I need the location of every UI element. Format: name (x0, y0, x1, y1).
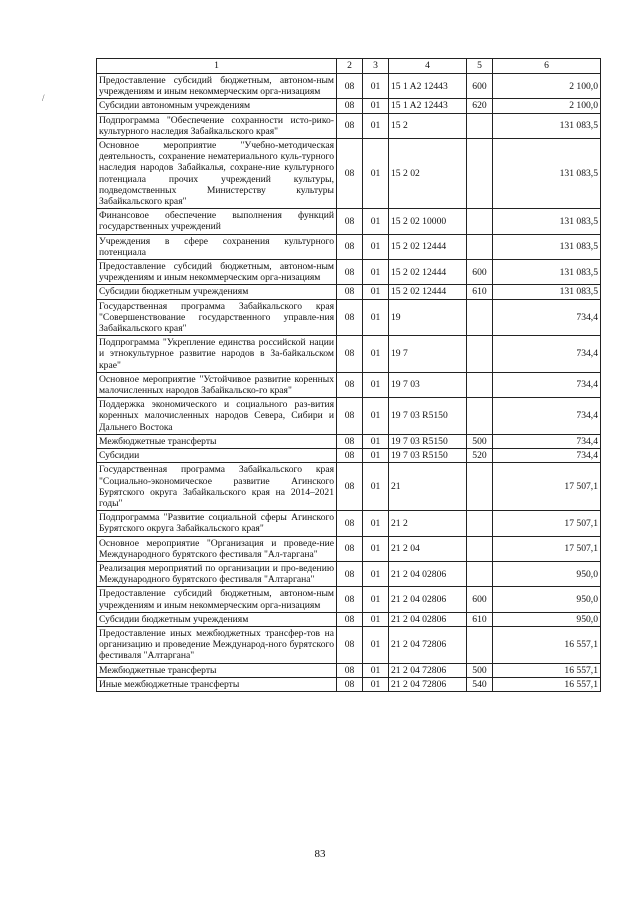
table-row (97, 561, 601, 586)
cell-expense-type-code: 600 (467, 587, 493, 612)
header-col-5: 5 (467, 59, 493, 74)
cell-amount: 131 083,5 (493, 139, 601, 209)
cell-expense-type-code (467, 463, 493, 511)
cell-expense-type-code: 600 (467, 260, 493, 285)
cell-expense-type-code (467, 139, 493, 209)
cell-subsection-code: 01 (363, 536, 389, 561)
cell-target-article-code: 15 2 02 12444 (389, 260, 467, 285)
cell-name: Подпрограмма "Обеспечение сохранности исто-рико-культурного наследия Забайкальского края" (97, 113, 337, 138)
cell-expense-type-code: 610 (467, 285, 493, 299)
cell-target-article-code: 15 1 A2 12443 (389, 99, 467, 113)
page-number: 83 (314, 848, 326, 860)
cell-expense-type-code (467, 336, 493, 373)
cell-target-article-code: 21 2 04 02806 (389, 587, 467, 612)
header-col-2: 2 (337, 59, 363, 74)
cell-target-article-code: 21 2 04 02806 (389, 561, 467, 586)
cell-amount: 950,0 (493, 612, 601, 626)
cell-subsection-code: 01 (363, 74, 389, 99)
cell-subsection-code: 01 (363, 285, 389, 299)
cell-subsection-code: 01 (363, 587, 389, 612)
cell-section-code: 08 (337, 372, 363, 397)
cell-subsection-code: 01 (363, 463, 389, 511)
cell-name: Основное мероприятие "Устойчивое развитие коренных малочисленных народов Забайкальско-го края" (97, 372, 337, 397)
cell-section-code: 08 (337, 234, 363, 259)
cell-subsection-code: 01 (363, 449, 389, 463)
cell-amount: 16 557,1 (493, 663, 601, 677)
cell-amount: 734,4 (493, 449, 601, 463)
table-row (97, 511, 601, 536)
cell-target-article-code: 15 2 02 12444 (389, 234, 467, 259)
header-col-3: 3 (363, 59, 389, 74)
cell-name: Поддержка экономического и социального раз-вития коренных малочисленных народов Севера, Сибири и Дальнего Востока (97, 398, 337, 435)
cell-subsection-code: 01 (363, 434, 389, 448)
cell-expense-type-code: 500 (467, 663, 493, 677)
cell-name: Государственная программа Забайкальского края "Совершенствование государственного управле-ния Забайкальского края" (97, 299, 337, 336)
cell-subsection-code: 01 (363, 511, 389, 536)
table-row (97, 260, 601, 285)
cell-expense-type-code (467, 626, 493, 663)
cell-subsection-code: 01 (363, 626, 389, 663)
cell-subsection-code: 01 (363, 139, 389, 209)
cell-expense-type-code: 600 (467, 74, 493, 99)
cell-section-code: 08 (337, 511, 363, 536)
cell-target-article-code: 19 7 03 R5150 (389, 434, 467, 448)
cell-target-article-code: 21 2 04 72806 (389, 663, 467, 677)
cell-amount: 734,4 (493, 398, 601, 435)
cell-target-article-code: 15 2 02 (389, 139, 467, 209)
cell-expense-type-code (467, 234, 493, 259)
table-row (97, 434, 601, 448)
cell-expense-type-code (467, 511, 493, 536)
cell-target-article-code: 21 2 04 72806 (389, 677, 467, 691)
table-row (97, 536, 601, 561)
cell-amount: 16 557,1 (493, 677, 601, 691)
header-row (97, 59, 601, 74)
cell-name: Межбюджетные трансферты (97, 434, 337, 448)
cell-target-article-code: 21 (389, 463, 467, 511)
table-row (97, 285, 601, 299)
cell-name: Подпрограмма "Укрепление единства российской нации и этнокультурное развитие народов в За-байкальском крае" (97, 336, 337, 373)
table-row (97, 463, 601, 511)
cell-name: Финансовое обеспечение выполнения функций государственных учреждений (97, 209, 337, 234)
cell-name: Предоставление субсидий бюджетным, автоном-ным учреждениям и иным некоммерческим орга-низациям (97, 260, 337, 285)
cell-expense-type-code (467, 299, 493, 336)
table-row (97, 626, 601, 663)
cell-target-article-code: 15 2 02 10000 (389, 209, 467, 234)
cell-target-article-code: 19 (389, 299, 467, 336)
table-row (97, 74, 601, 99)
cell-amount: 734,4 (493, 299, 601, 336)
cell-subsection-code: 01 (363, 234, 389, 259)
cell-subsection-code: 01 (363, 612, 389, 626)
cell-section-code: 08 (337, 561, 363, 586)
table-row (97, 139, 601, 209)
cell-section-code: 08 (337, 209, 363, 234)
cell-section-code: 08 (337, 536, 363, 561)
budget-table (96, 58, 601, 692)
cell-amount: 131 083,5 (493, 113, 601, 138)
cell-amount: 950,0 (493, 587, 601, 612)
cell-name: Субсидии (97, 449, 337, 463)
cell-subsection-code: 01 (363, 260, 389, 285)
cell-expense-type-code (467, 113, 493, 138)
cell-section-code: 08 (337, 139, 363, 209)
cell-subsection-code: 01 (363, 398, 389, 435)
cell-amount: 131 083,5 (493, 260, 601, 285)
margin-mark: / (42, 93, 45, 103)
cell-target-article-code: 15 1 A2 12443 (389, 74, 467, 99)
cell-section-code: 08 (337, 113, 363, 138)
cell-name: Основное мероприятие "Организация и проведе-ние Международного бурятского фестиваля "Ал-таргана" (97, 536, 337, 561)
cell-subsection-code: 01 (363, 336, 389, 373)
cell-subsection-code: 01 (363, 299, 389, 336)
cell-subsection-code: 01 (363, 113, 389, 138)
table-row (97, 234, 601, 259)
cell-amount: 950,0 (493, 561, 601, 586)
cell-amount: 17 507,1 (493, 463, 601, 511)
cell-name: Учреждения в сфере сохранения культурного потенциала (97, 234, 337, 259)
cell-amount: 17 507,1 (493, 536, 601, 561)
cell-section-code: 08 (337, 434, 363, 448)
cell-amount: 16 557,1 (493, 626, 601, 663)
cell-section-code: 08 (337, 626, 363, 663)
table-body (97, 74, 601, 692)
table-row (97, 612, 601, 626)
cell-expense-type-code (467, 372, 493, 397)
cell-section-code: 08 (337, 449, 363, 463)
cell-name: Субсидии бюджетным учреждениям (97, 612, 337, 626)
table-row (97, 299, 601, 336)
cell-amount: 734,4 (493, 372, 601, 397)
table-row (97, 587, 601, 612)
cell-name: Государственная программа Забайкальского края "Социально-экономическое развитие Агинского Бурятского округа Забайкальского края на 2014–2021 годы" (97, 463, 337, 511)
cell-name: Реализация мероприятий по организации и про-ведению Международного бурятского фестиваля "Алтаргана" (97, 561, 337, 586)
cell-name: Предоставление иных межбюджетных трансфер-тов на организацию и проведение Международ-ного бурятского фестиваля "Алтаргана" (97, 626, 337, 663)
cell-amount: 734,4 (493, 434, 601, 448)
cell-subsection-code: 01 (363, 372, 389, 397)
cell-section-code: 08 (337, 398, 363, 435)
cell-section-code: 08 (337, 677, 363, 691)
cell-amount: 734,4 (493, 336, 601, 373)
cell-section-code: 08 (337, 463, 363, 511)
cell-name: Субсидии автономным учреждениям (97, 99, 337, 113)
cell-expense-type-code (467, 561, 493, 586)
cell-section-code: 08 (337, 336, 363, 373)
cell-target-article-code: 21 2 (389, 511, 467, 536)
cell-target-article-code: 21 2 04 72806 (389, 626, 467, 663)
table-row (97, 449, 601, 463)
table-row (97, 209, 601, 234)
table-row (97, 398, 601, 435)
cell-target-article-code: 21 2 04 (389, 536, 467, 561)
cell-amount: 131 083,5 (493, 209, 601, 234)
cell-amount: 2 100,0 (493, 99, 601, 113)
cell-expense-type-code (467, 536, 493, 561)
header-col-4: 4 (389, 59, 467, 74)
cell-subsection-code: 01 (363, 209, 389, 234)
cell-expense-type-code (467, 209, 493, 234)
cell-amount: 131 083,5 (493, 285, 601, 299)
cell-subsection-code: 01 (363, 677, 389, 691)
cell-target-article-code: 19 7 03 R5150 (389, 449, 467, 463)
cell-amount: 131 083,5 (493, 234, 601, 259)
cell-name: Межбюджетные трансферты (97, 663, 337, 677)
cell-expense-type-code: 610 (467, 612, 493, 626)
cell-expense-type-code: 540 (467, 677, 493, 691)
table-row (97, 663, 601, 677)
cell-amount: 17 507,1 (493, 511, 601, 536)
cell-section-code: 08 (337, 99, 363, 113)
cell-target-article-code: 15 2 02 12444 (389, 285, 467, 299)
table-row (97, 113, 601, 138)
cell-name: Предоставление субсидий бюджетным, автоном-ным учреждениям и иным некоммерческим орга-низациям (97, 74, 337, 99)
cell-section-code: 08 (337, 285, 363, 299)
cell-expense-type-code: 500 (467, 434, 493, 448)
cell-expense-type-code: 520 (467, 449, 493, 463)
cell-name: Иные межбюджетные трансферты (97, 677, 337, 691)
cell-name: Подпрограмма "Развитие социальной сферы Агинского Бурятского округа Забайкальского края" (97, 511, 337, 536)
cell-amount: 2 100,0 (493, 74, 601, 99)
cell-subsection-code: 01 (363, 663, 389, 677)
cell-name: Субсидии бюджетным учреждениям (97, 285, 337, 299)
cell-name: Предоставление субсидий бюджетным, автоном-ным учреждениям и иным некоммерческим орга-низациям (97, 587, 337, 612)
cell-target-article-code: 19 7 03 R5150 (389, 398, 467, 435)
cell-name: Основное мероприятие "Учебно-методическая деятельность, сохранение нематериального куль-турного наследия народов Забайкалья, сохране-ние культурного потенциала прочих учреждений культуры, подведомственных Министерству культуры Забайкальского края" (97, 139, 337, 209)
cell-section-code: 08 (337, 612, 363, 626)
cell-subsection-code: 01 (363, 99, 389, 113)
cell-section-code: 08 (337, 587, 363, 612)
cell-expense-type-code (467, 398, 493, 435)
cell-target-article-code: 21 2 04 02806 (389, 612, 467, 626)
table-row (97, 372, 601, 397)
table-row (97, 336, 601, 373)
cell-section-code: 08 (337, 663, 363, 677)
header-col-6: 6 (493, 59, 601, 74)
cell-subsection-code: 01 (363, 561, 389, 586)
header-col-1: 1 (97, 59, 337, 74)
cell-section-code: 08 (337, 260, 363, 285)
cell-target-article-code: 15 2 (389, 113, 467, 138)
table-row (97, 677, 601, 691)
cell-section-code: 08 (337, 74, 363, 99)
cell-target-article-code: 19 7 03 (389, 372, 467, 397)
table-header (97, 59, 601, 74)
cell-expense-type-code: 620 (467, 99, 493, 113)
cell-target-article-code: 19 7 (389, 336, 467, 373)
table-row (97, 99, 601, 113)
cell-section-code: 08 (337, 299, 363, 336)
